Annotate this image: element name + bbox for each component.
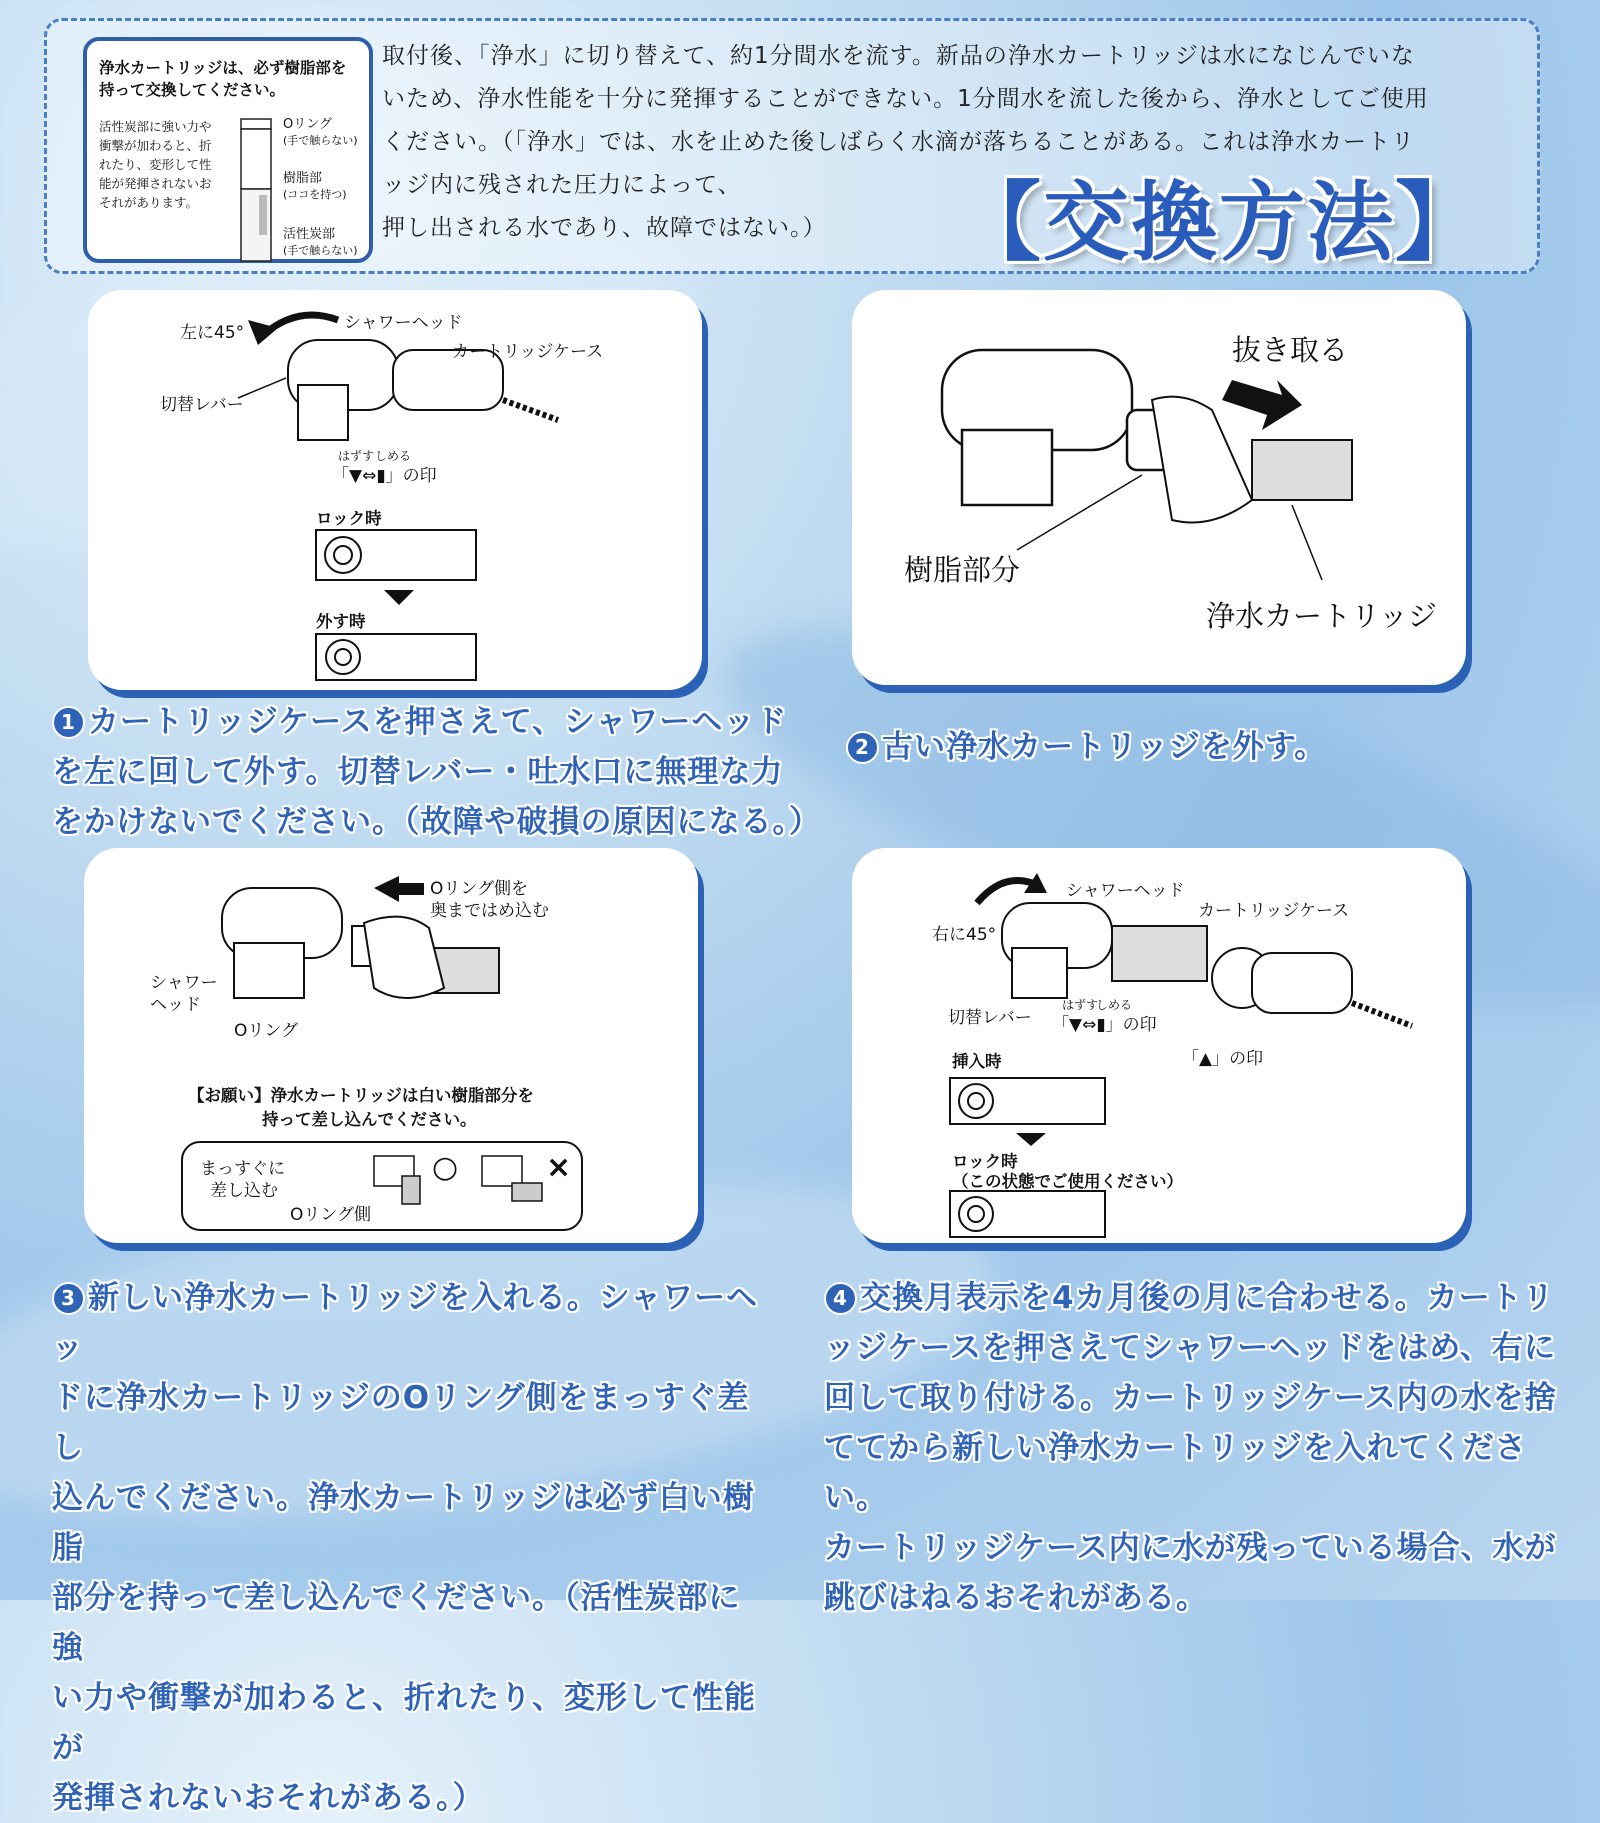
note-title: 浄水カートリッジは、必ず樹脂部を持って交換してください。	[99, 59, 347, 99]
lever-label: 切替レバー	[948, 1008, 1032, 1028]
cartridge-label: 浄水カートリッジ	[1206, 599, 1437, 633]
shimeru-label: しめる	[1096, 998, 1133, 1012]
lock-label: ロック時	[952, 1152, 1018, 1171]
oring-side-label: Oリング側を	[430, 879, 529, 899]
step-number-badge: 1	[52, 706, 85, 739]
right45-label: 右に45°	[932, 925, 997, 945]
oring-label: Oリング (手で触らない)	[283, 117, 358, 147]
step-number-badge: 3	[52, 1282, 85, 1315]
mark-label: 「▼⇔▮」の印	[332, 466, 437, 486]
step3-illustration-panel	[84, 848, 698, 1243]
hazusu-label: はずす	[1062, 998, 1099, 1012]
cartridge-case-label: カートリッジケース	[452, 342, 604, 362]
request-line-1: 【お願い】浄水カートリッジは白い樹脂部分を	[188, 1086, 534, 1105]
request-line-2: 持って差し込んでください。	[262, 1110, 477, 1129]
mark-label: 「▼⇔▮」の印	[1052, 1015, 1157, 1035]
step-number-badge: 4	[824, 1282, 857, 1315]
left45-label: 左に45°	[180, 323, 245, 343]
step-number-badge: 2	[846, 731, 879, 764]
step3-diagram	[84, 848, 698, 1243]
ng-mark-icon: ×	[546, 1150, 572, 1185]
oring-label: Oリング	[234, 1021, 299, 1041]
hazusu-label: はずす	[338, 449, 375, 463]
step1-diagram	[88, 290, 702, 690]
carbon-label: 活性炭部 (手で触らない)	[283, 227, 358, 257]
lock-label: ロック時	[316, 509, 382, 528]
step3-caption: 3 新しい浄水カートリッジを入れる。シャワーヘッ ドに浄水カートリッジのOリング側をまっすぐ差し 込んでください。浄水カートリッジは必ず白い樹脂 部分を持って差し込んでください。（活性炭部に強 い力や衝撃が加わると、折れたり、変形して性能が 発揮されないおそれがある。）	[52, 1280, 759, 1816]
cartridge-note-box	[83, 37, 373, 263]
straight-label-2: 差し込む	[210, 1181, 278, 1201]
step1-caption: 1 カートリッジケースを押さえて、シャワーヘッド を左に回して外す。切替レバー・吐水口に無理な力 をかけないでください。（故障や破損の原因になる。）	[52, 704, 821, 840]
triangle-mark-label: 「▲」の印	[1182, 1049, 1264, 1069]
step2-caption: 2 古い浄水カートリッジを外す。	[846, 722, 1546, 772]
insert-label: 挿入時	[952, 1052, 1002, 1071]
cartridge-illustration	[237, 117, 277, 265]
shower-label-2: ヘッド	[150, 995, 201, 1015]
straight-label-1: まっすぐに	[200, 1159, 285, 1179]
page-title: 【交換方法】	[955, 173, 1483, 273]
step2-illustration-panel	[852, 290, 1466, 685]
remove-label: 外す時	[316, 612, 366, 631]
note-body: 活性炭部に強い力や衝撃が加わると、折れたり、変形して性能が発揮されないおそれがあります。	[99, 119, 212, 210]
pull-out-label: 抜き取る	[1232, 333, 1349, 367]
shower-head-label: シャワーヘッド	[1066, 881, 1185, 901]
lever-label: 切替レバー	[160, 395, 244, 415]
shower-head-label: シャワーヘッド	[344, 313, 463, 333]
ok-mark-icon: ○	[432, 1150, 459, 1185]
step4-illustration-panel	[852, 848, 1466, 1243]
shimeru-label: しめる	[375, 449, 412, 463]
shower-label-1: シャワー	[150, 973, 218, 993]
resin-label: 樹脂部 (ココを持つ)	[283, 171, 347, 201]
insert-deep-label: 奥まではめ込む	[430, 901, 549, 921]
resin-part-label: 樹脂部分	[904, 553, 1021, 587]
step4-caption: 4 交換月表示を4カ月後の月に合わせる。カートリ ッジケースを押さえてシャワーヘッドをはめ、右に 回して取り付ける。カートリッジケース内の水を捨 ててから新しい浄水カートリッジを入れてください。 カートリッジケース内に水が残っている場合、水が 跳びはねるおそれがある。	[824, 1280, 1557, 1616]
cartridge-case-label: カートリッジケース	[1198, 901, 1350, 921]
intro-text: 取付後、「浄水」に切り替えて、約1分間水を流す。新品の浄水カートリッジは水になじんでいな いため、浄水性能を十分に発揮することができない。1分間水を流した後から、浄水としてご使用 ください。（「浄水」では、水を止めた後しばらく水滴が落ちることがある。これは浄水カートリ ッジ内に残された圧力によって、 押し出される水であり、故障ではない。）	[382, 43, 1429, 241]
step1-illustration-panel	[88, 290, 702, 690]
oring-side-label-2: Oリング側	[290, 1205, 372, 1225]
intro-banner	[44, 18, 1540, 274]
lock-sub-label: （この状態でご使用ください）	[952, 1172, 1183, 1191]
